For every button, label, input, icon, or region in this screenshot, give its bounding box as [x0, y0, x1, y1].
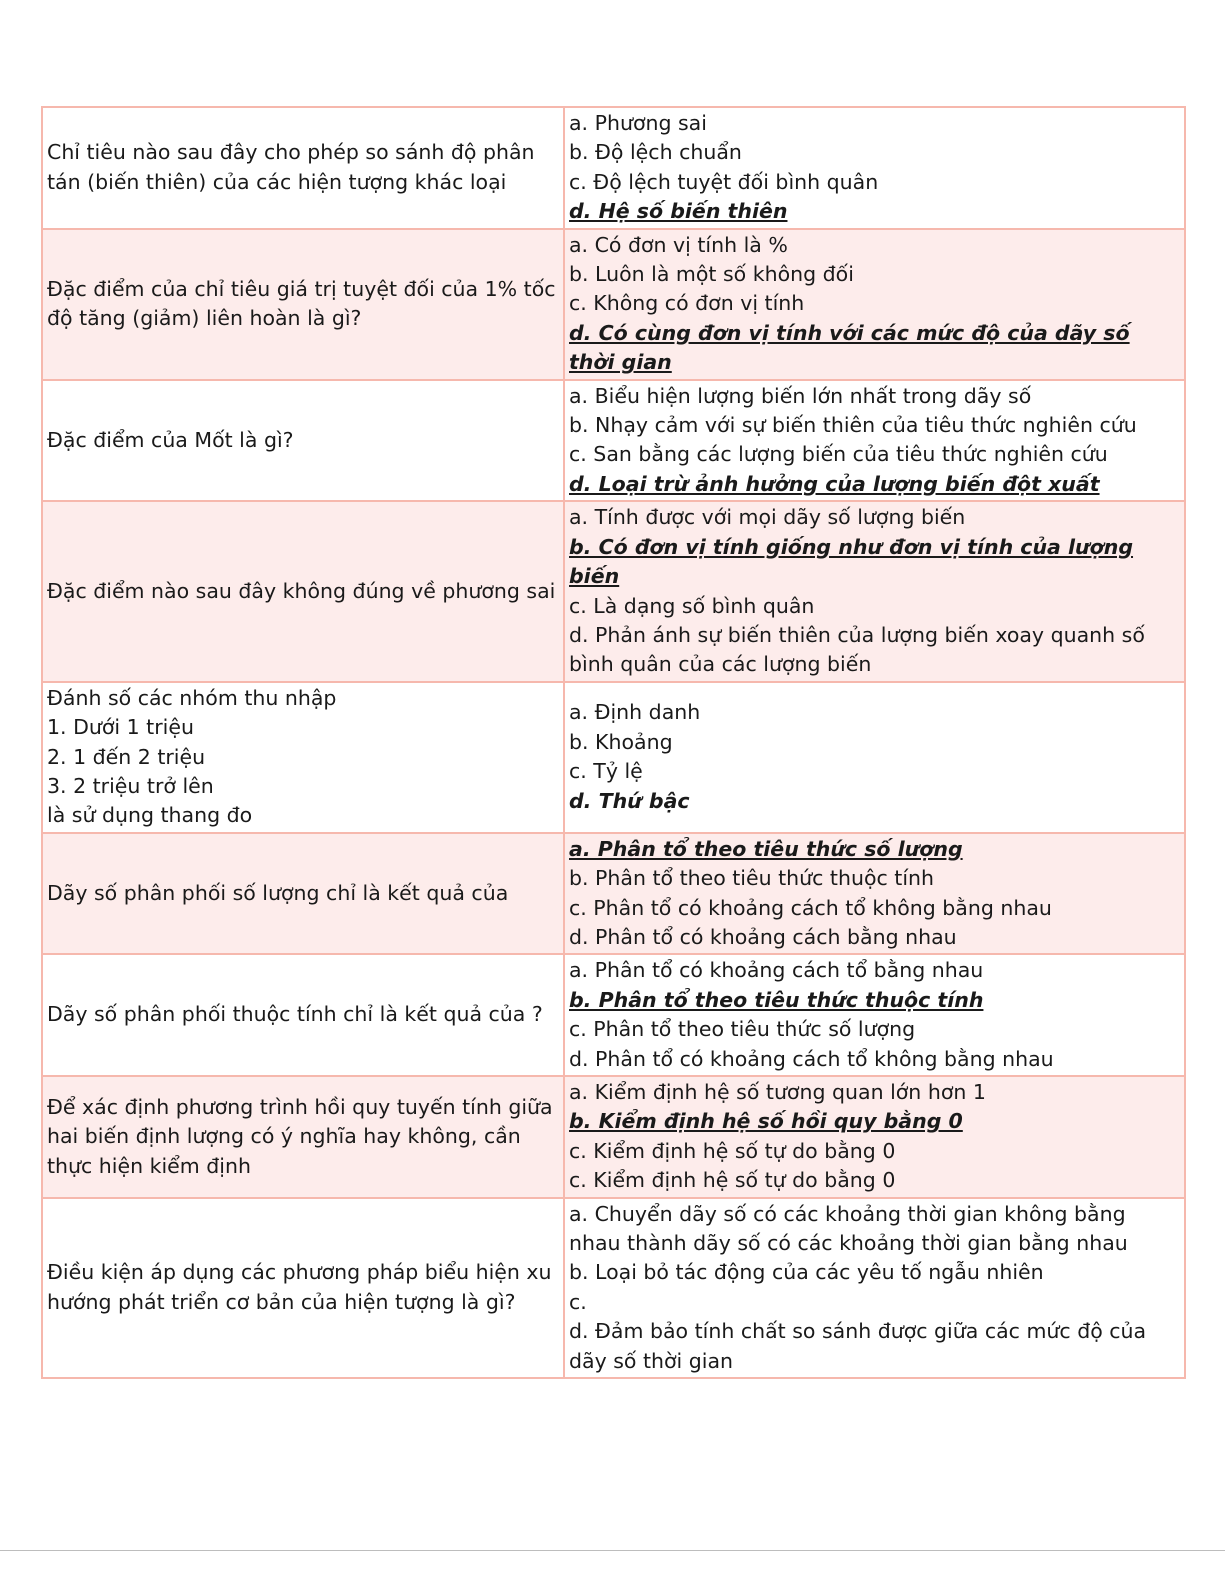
- question-cell: [42, 1198, 564, 1378]
- option-c: c. San bằng các lượng biến của tiêu thức nghiên cứu: [569, 442, 1108, 467]
- option-a: a. Kiểm định hệ số tương quan lớn hơn 1: [569, 1080, 986, 1104]
- quiz-table: [41, 106, 1186, 1379]
- question-cell: [42, 380, 564, 502]
- question-row: [42, 380, 1185, 502]
- option-d: d. Phân tổ có khoảng cách bằng nhau: [569, 924, 957, 949]
- option-d-correct: d. Thứ bậc: [569, 788, 690, 813]
- option-c: c. Phân tổ có khoảng cách tổ không bằng nhau: [569, 895, 1052, 920]
- question-row: [42, 1076, 1185, 1198]
- option-d-correct: d. Có cùng đơn vị tính với các mức độ của dãy số thời gian: [569, 320, 1130, 375]
- option-c: c. Là dạng số bình quân: [569, 593, 815, 618]
- question-line: là sử dụng thang đo: [47, 803, 253, 828]
- options-cell: [564, 833, 1185, 955]
- option-b: b. Luôn là một số không đối: [569, 262, 854, 287]
- question-row: [42, 107, 1185, 229]
- question-line: 1. Dưới 1 triệu: [47, 715, 194, 740]
- option-b-correct: b. Kiểm định hệ số hồi quy bằng 0: [569, 1109, 963, 1134]
- option-b: b. Độ lệch chuẩn: [569, 140, 742, 165]
- question-line: 3. 2 triệu trở lên: [47, 773, 214, 798]
- question-text: Chỉ tiêu nào sau đây cho phép so sánh độ phân tán (biến thiên) của các hiện tượng khác loại: [47, 140, 535, 194]
- option-a: a. Có đơn vị tính là %: [569, 232, 788, 257]
- question-text: Dãy số phân phối thuộc tính chỉ là kết quả của ?: [47, 1002, 543, 1027]
- option-b: b. Nhạy cảm với sự biến thiên của tiêu thức nghiên cứu: [569, 413, 1137, 438]
- question-cell: [42, 229, 564, 380]
- option-a: a. Biểu hiện lượng biến lớn nhất trong dãy số: [569, 383, 1032, 408]
- option-d-correct: d. Hệ số biến thiên: [569, 199, 788, 224]
- option-d: d. Phân tổ có khoảng cách tổ không bằng nhau: [569, 1046, 1054, 1071]
- options-cell: [564, 954, 1185, 1076]
- option-c: c. Kiểm định hệ số tự do bằng 0: [569, 1138, 896, 1163]
- question-cell: [42, 107, 564, 229]
- option-c: c. Độ lệch tuyệt đối bình quân: [569, 169, 879, 194]
- options-cell: [564, 682, 1185, 833]
- question-line: 2. 1 đến 2 triệu: [47, 744, 206, 769]
- option-b: b. Loại bỏ tác động của các yêu tố ngẫu nhiên: [569, 1260, 1044, 1285]
- question-text: Dãy số phân phối số lượng chỉ là kết quả của: [47, 880, 509, 905]
- option-b-correct: b. Có đơn vị tính giống như đơn vị tính của lượng biến: [569, 534, 1134, 589]
- option-b: b. Khoảng: [569, 729, 673, 754]
- options-cell: [564, 229, 1185, 380]
- question-cell: [42, 501, 564, 681]
- options-cell: [564, 501, 1185, 681]
- option-d-correct: d. Loại trừ ảnh hưởng của lượng biến đột xuất: [569, 471, 1100, 496]
- question-row: [42, 954, 1185, 1076]
- option-a: a. Phương sai: [569, 111, 707, 135]
- option-a: a. Định danh: [569, 700, 701, 725]
- question-text: Điều kiện áp dụng các phương pháp biểu hiện xu hướng phát triển cơ bản của hiện tượng là gì?: [47, 1260, 552, 1314]
- option-c: c. Không có đơn vị tính: [569, 291, 805, 316]
- options-cell: [564, 380, 1185, 502]
- question-row: [42, 833, 1185, 955]
- option-c: c.: [569, 1289, 587, 1314]
- option-a-correct: a. Phân tổ theo tiêu thức số lượng: [569, 836, 963, 861]
- question-text: Đặc điểm nào sau đây không đúng về phương sai: [47, 578, 556, 603]
- page-bottom-divider: [0, 1550, 1225, 1551]
- options-cell: [564, 1198, 1185, 1378]
- question-cell: [42, 682, 564, 833]
- question-cell: [42, 833, 564, 955]
- option-d: d. Đảm bảo tính chất so sánh được giữa các mức độ của dãy số thời gian: [569, 1319, 1147, 1373]
- option-b: b. Phân tổ theo tiêu thức thuộc tính: [569, 866, 935, 891]
- question-text: Đặc điểm của chỉ tiêu giá trị tuyệt đối của 1% tốc độ tăng (giảm) liên hoàn là gì?: [47, 276, 556, 331]
- options-cell: [564, 107, 1185, 229]
- option-a: a. Chuyển dãy số có các khoảng thời gian không bằng nhau thành dãy số có các khoảng thời gian bằng nhau: [569, 1201, 1128, 1256]
- question-text: Đặc điểm của Mốt là gì?: [47, 427, 294, 452]
- question-cell: [42, 1076, 564, 1198]
- options-cell: [564, 1076, 1185, 1198]
- option-c-duplicate: c. Kiểm định hệ số tự do bằng 0: [569, 1168, 896, 1193]
- question-row: [42, 1198, 1185, 1378]
- question-cell: [42, 954, 564, 1076]
- option-b-correct: b. Phân tổ theo tiêu thức thuộc tính: [569, 987, 984, 1012]
- option-a: a. Tính được với mọi dãy số lượng biến: [569, 505, 966, 530]
- question-row: [42, 501, 1185, 681]
- question-line: Đánh số các nhóm thu nhập: [47, 685, 337, 710]
- option-c: c. Tỷ lệ: [569, 759, 643, 784]
- question-text: Để xác định phương trình hồi quy tuyến tính giữa hai biến định lượng có ý nghĩa hay không, cần thực hiện kiểm định: [47, 1094, 553, 1178]
- question-row: [42, 682, 1185, 833]
- option-c: c. Phân tổ theo tiêu thức số lượng: [569, 1017, 916, 1042]
- option-a: a. Phân tổ có khoảng cách tổ bằng nhau: [569, 958, 984, 983]
- question-row: [42, 229, 1185, 380]
- option-d: d. Phản ánh sự biến thiên của lượng biến xoay quanh số bình quân của các lượng biến: [569, 622, 1145, 677]
